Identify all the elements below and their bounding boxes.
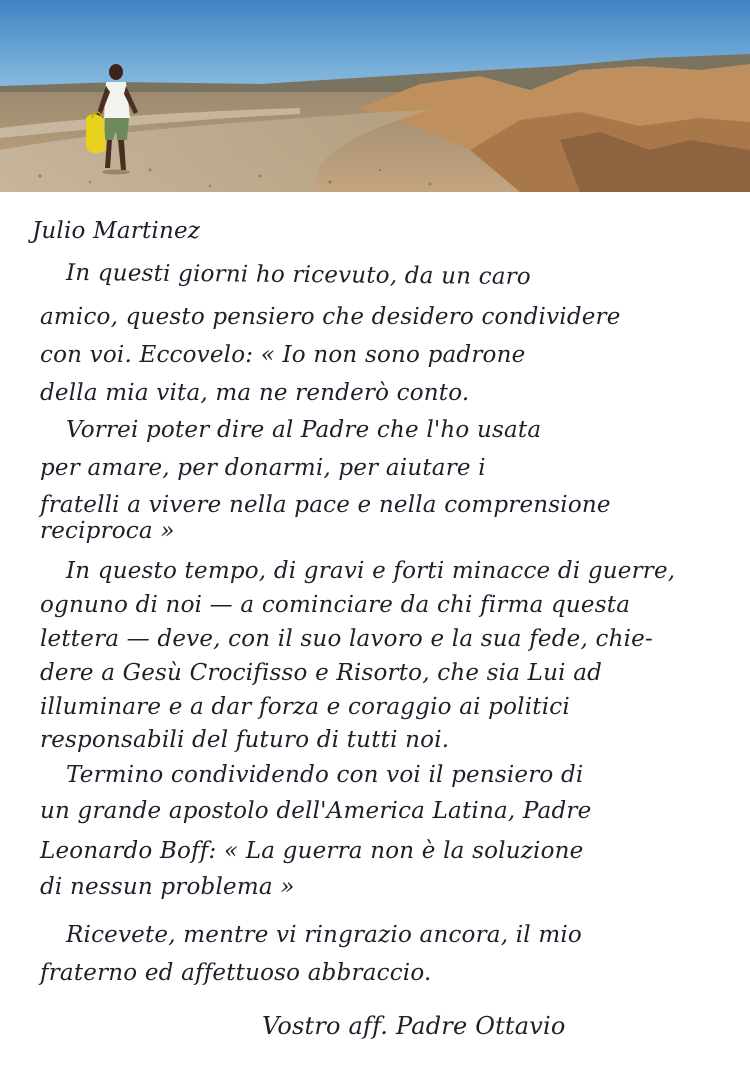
letter-greeting: Julio Martinez — [32, 218, 201, 244]
letter-line: Leonardo Boff: « La guerra non è la soluzione — [40, 838, 584, 864]
letter-line: Termino condividendo con voi il pensiero di — [66, 762, 584, 788]
letter-line: illuminare e a dar forza e coraggio ai politici — [40, 694, 570, 720]
letter-line: ognuno di noi — a cominciare da chi firma questa — [40, 592, 631, 618]
letter-line: di nessun problema » — [40, 874, 295, 900]
letter-line: Vorrei poter dire al Padre che l'ho usata — [66, 417, 542, 443]
letter-line: fraterno ed affettuoso abbraccio. — [40, 960, 432, 986]
desert-photo — [0, 0, 750, 192]
letter-line: fratelli a vivere nella pace e nella comprensione — [40, 492, 611, 518]
letter-line: amico, questo pensiero che desidero condividere — [40, 304, 621, 330]
letter-line: In questi giorni ho ricevuto, da un caro — [65, 259, 532, 291]
letter-line: lettera — deve, con il suo lavoro e la sua fede, chie- — [40, 626, 653, 652]
letter-line: reciproca » — [40, 518, 175, 544]
letter-line: per amare, per donarmi, per aiutare i — [40, 455, 486, 481]
letter-line: dere a Gesù Crocifisso e Risorto, che sia Lui ad — [40, 660, 603, 686]
letter-line: un grande apostolo dell'America Latina, Padre — [40, 798, 592, 824]
letter-signature: Vostro aff. Padre Ottavio — [262, 1012, 566, 1040]
letter-line: della mia vita, ma ne renderò conto. — [40, 380, 470, 406]
handwritten-letter — [0, 192, 750, 1071]
letter-line: Ricevete, mentre vi ringrazio ancora, il mio — [66, 922, 582, 948]
letter-line: In questo tempo, di gravi e forti minacce di guerre, — [66, 558, 676, 584]
letter-line: responsabili del futuro di tutti noi. — [40, 727, 450, 753]
letter-line: con voi. Eccovelo: « Io non sono padrone — [40, 342, 526, 368]
